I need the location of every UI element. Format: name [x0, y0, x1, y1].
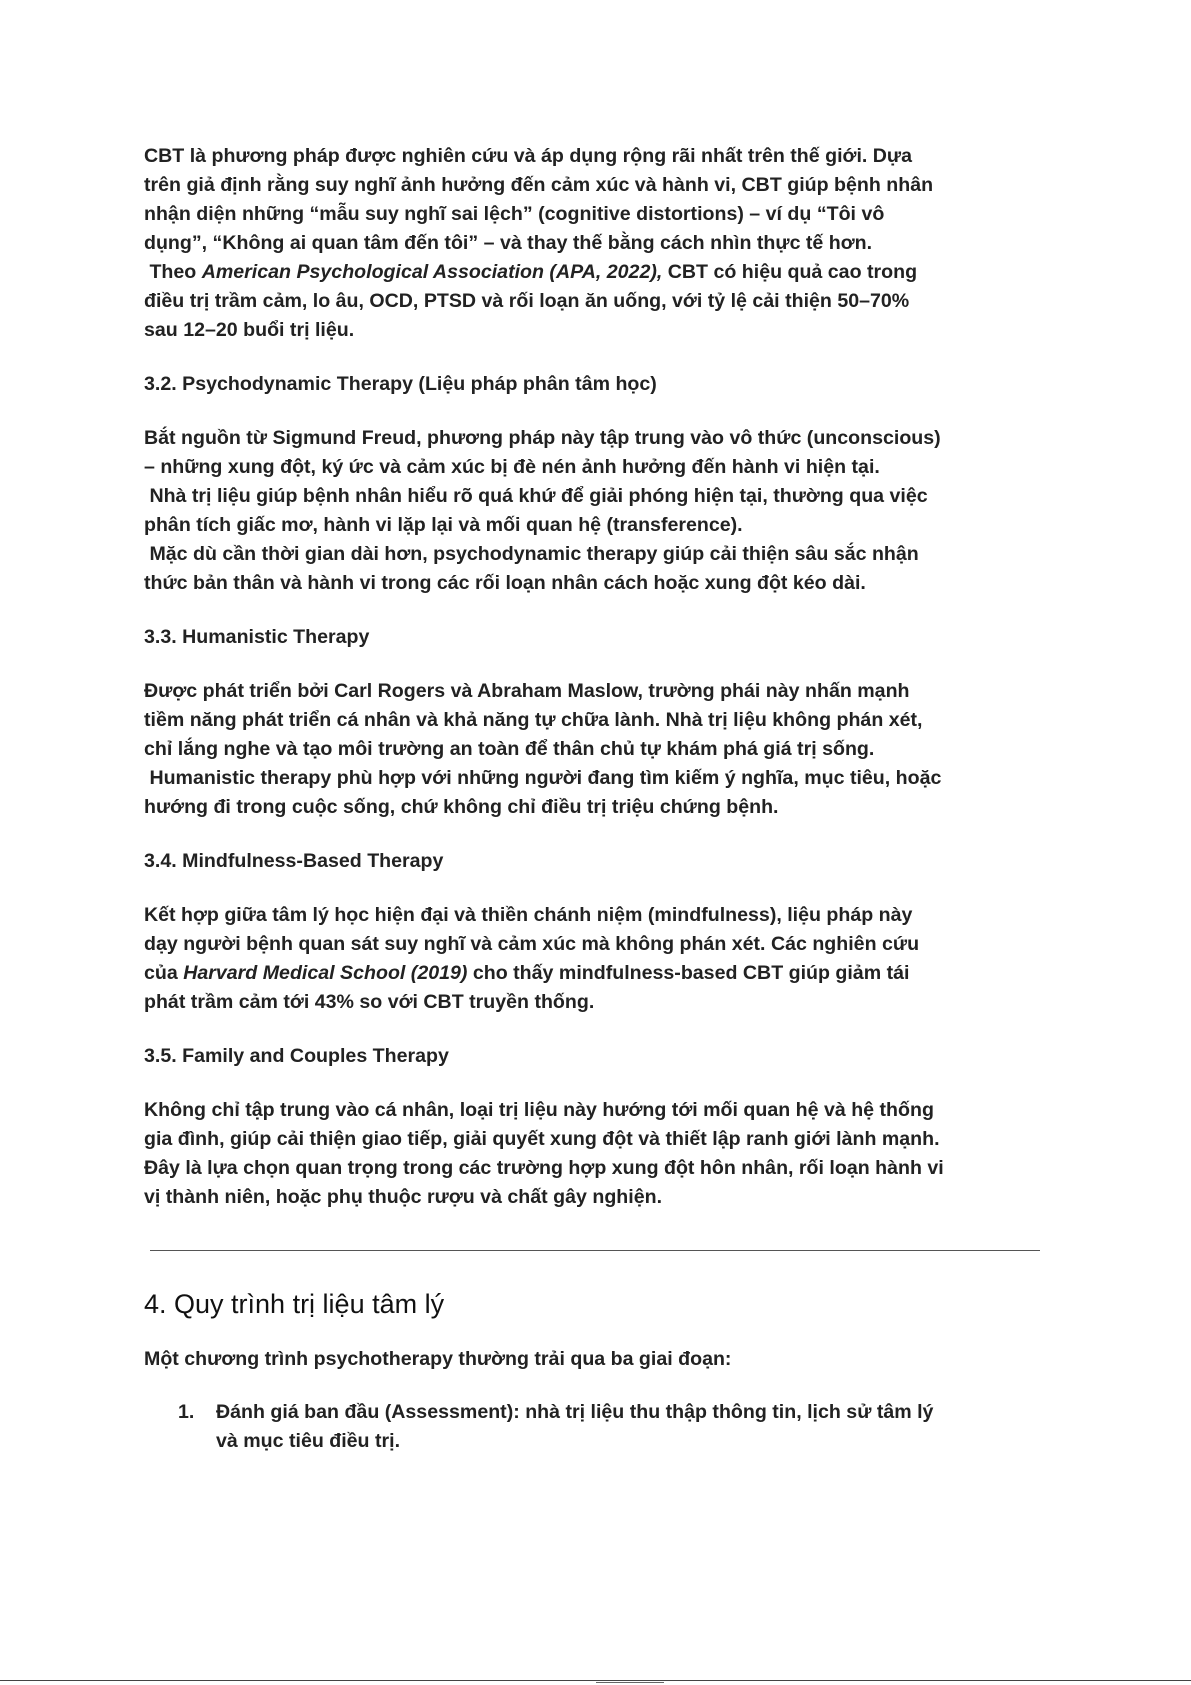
- family-line-3: Đây là lựa chọn quan trọng trong các trường hợp xung đột hôn nhân, rối loạn hành vi: [144, 1157, 944, 1179]
- mindfulness-paragraph: [144, 901, 1049, 1017]
- psychodynamic-line-3: Nhà trị liệu giúp bệnh nhân hiểu rõ quá khứ để giải phóng hiện tại, thường qua việc: [144, 485, 928, 507]
- humanistic-line-3: chỉ lắng nghe và tạo môi trường an toàn để thân chủ tự khám phá giá trị sống.: [144, 738, 875, 760]
- mindfulness-line-3-post: cho thấy mindfulness-based CBT giúp giảm tái: [467, 962, 910, 984]
- apa-citation: American Psychological Association (APA, 2022),: [201, 261, 663, 283]
- page-bottom-mark: [596, 1682, 664, 1683]
- psychodynamic-line-2: – những xung đột, ký ức và cảm xúc bị đè nén ảnh hưởng đến hành vi hiện tại.: [144, 456, 880, 478]
- psychodynamic-line-5: Mặc dù cần thời gian dài hơn, psychodynamic therapy giúp cải thiện sâu sắc nhận: [144, 543, 919, 565]
- cbt-line-6: điều trị trầm cảm, lo âu, OCD, PTSD và rối loạn ăn uống, với tỷ lệ cải thiện 50–70%: [144, 290, 910, 312]
- mindfulness-line-2: dạy người bệnh quan sát suy nghĩ và cảm xúc mà không phán xét. Các nghiên cứu: [144, 933, 920, 955]
- humanistic-line-1: Được phát triển bởi Carl Rogers và Abraham Maslow, trường phái này nhấn mạnh: [144, 680, 910, 702]
- cbt-line-3: nhận diện những “mẫu suy nghĩ sai lệch” (cognitive distortions) – ví dụ “Tôi vô: [144, 203, 885, 225]
- cbt-paragraph: [144, 142, 1049, 345]
- heading-family: 3.5. Family and Couples Therapy: [144, 1045, 449, 1067]
- family-line-4: vị thành niên, hoặc phụ thuộc rượu và chất gây nghiện.: [144, 1186, 663, 1208]
- heading-psychodynamic: 3.2. Psychodynamic Therapy (Liệu pháp phân tâm học): [144, 373, 657, 395]
- cbt-line-4: dụng”, “Không ai quan tâm đến tôi” – và thay thế bằng cách nhìn thực tế hơn.: [144, 232, 873, 254]
- psychodynamic-line-1: Bắt nguồn từ Sigmund Freud, phương pháp này tập trung vào vô thức (unconscious): [144, 427, 941, 449]
- humanistic-paragraph: [144, 677, 1049, 822]
- list-item-line-1: Đánh giá ban đầu (Assessment): nhà trị liệu thu thập thông tin, lịch sử tâm lý: [216, 1401, 934, 1423]
- family-line-1: Không chỉ tập trung vào cá nhân, loại trị liệu này hướng tới mối quan hệ và hệ thống: [144, 1099, 934, 1121]
- humanistic-line-2: tiềm năng phát triển cá nhân và khả năng tự chữa lành. Nhà trị liệu không phán xét,: [144, 709, 923, 731]
- mindfulness-line-1: Kết hợp giữa tâm lý học hiện đại và thiền chánh niệm (mindfulness), liệu pháp này: [144, 904, 913, 926]
- list-item-line-2: và mục tiêu điều trị.: [216, 1430, 401, 1452]
- mindfulness-line-3-pre: của: [144, 962, 184, 984]
- humanistic-line-4: Humanistic therapy phù hợp với những người đang tìm kiếm ý nghĩa, mục tiêu, hoặc: [144, 767, 942, 789]
- section-4-intro: [144, 1345, 731, 1374]
- page-bottom-edge: [0, 1680, 1191, 1681]
- psychodynamic-line-6: thức bản thân và hành vi trong các rối loạn nhân cách hoặc xung đột kéo dài.: [144, 572, 866, 594]
- cbt-line-2: trên giả định rằng suy nghĩ ảnh hưởng đến cảm xúc và hành vi, CBT giúp bệnh nhân: [144, 174, 934, 196]
- heading-humanistic: 3.3. Humanistic Therapy: [144, 626, 370, 648]
- section-4-intro-line: Một chương trình psychotherapy thường trải qua ba giai đoạn:: [144, 1348, 732, 1370]
- cbt-line-5-post: CBT có hiệu quả cao trong: [662, 261, 918, 283]
- mindfulness-line-3: [144, 959, 1049, 988]
- humanistic-line-5: hướng đi trong cuộc sống, chứ không chỉ điều trị triệu chứng bệnh.: [144, 796, 779, 818]
- psychodynamic-line-4: phân tích giấc mơ, hành vi lặp lại và mối quan hệ (transference).: [144, 514, 743, 536]
- section-divider: [150, 1250, 1040, 1251]
- psychodynamic-paragraph: [144, 424, 1049, 598]
- cbt-line-7: sau 12–20 buổi trị liệu.: [144, 319, 355, 341]
- stages-list: [178, 1398, 1038, 1456]
- cbt-line-5-pre: Theo: [144, 261, 202, 283]
- list-item-number: 1.: [178, 1401, 195, 1423]
- family-line-2: gia đình, giúp cải thiện giao tiếp, giải quyết xung đột và thiết lập ranh giới lành mạnh.: [144, 1128, 940, 1150]
- harvard-citation: Harvard Medical School (2019): [183, 962, 468, 984]
- cbt-line-5: [144, 258, 1049, 287]
- family-paragraph: [144, 1096, 1049, 1212]
- cbt-line-1: CBT là phương pháp được nghiên cứu và áp dụng rộng rãi nhất trên thế giới. Dựa: [144, 145, 913, 167]
- document-body: [144, 142, 1049, 1212]
- mindfulness-line-4: phát trầm cảm tới 43% so với CBT truyền thống.: [144, 991, 595, 1013]
- list-item: [178, 1398, 1038, 1456]
- heading-mindfulness: 3.4. Mindfulness-Based Therapy: [144, 850, 444, 872]
- section-4-title: 4. Quy trình trị liệu tâm lý: [144, 1289, 445, 1319]
